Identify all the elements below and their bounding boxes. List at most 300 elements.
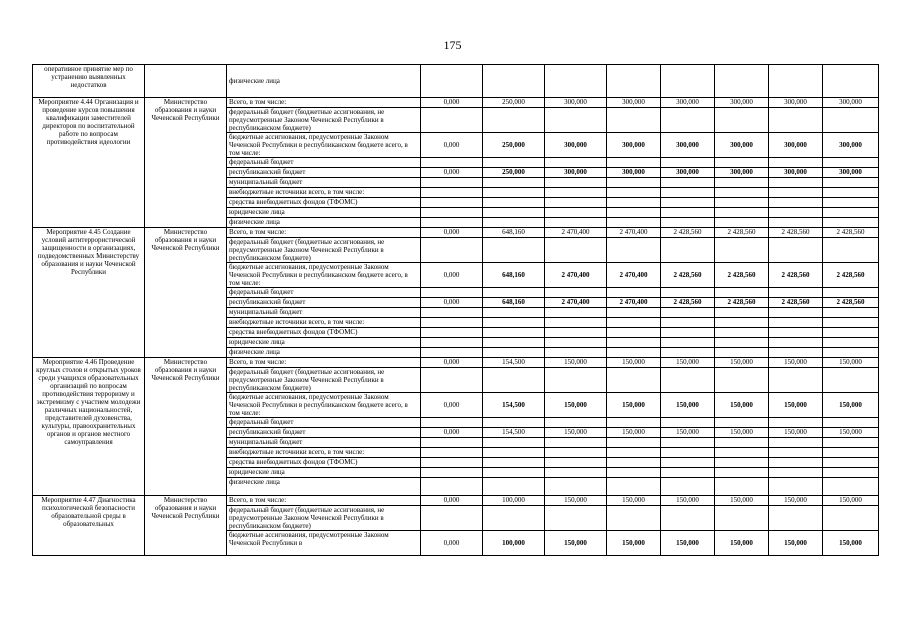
funding-source-cell: средства внебюджетных фондов (ТФОМС) (227, 198, 421, 208)
value-cell (421, 288, 483, 298)
value-cell: 300,000 (607, 133, 661, 158)
funding-source-cell: бюджетные ассигнования, предусмотренные Законом Чеченской Республики в республиканском бюджете всего, в том числе: (227, 393, 421, 418)
value-cell: 300,000 (661, 133, 715, 158)
funding-source-cell: федеральный бюджет (227, 418, 421, 428)
value-cell (823, 108, 879, 133)
value-cell (483, 108, 545, 133)
value-cell: 648,160 (483, 263, 545, 288)
funding-source-cell: средства внебюджетных фондов (ТФОМС) (227, 458, 421, 468)
value-cell: 300,000 (607, 168, 661, 178)
executor-cell: Министерство образования и науки Чеченской Республики (145, 98, 227, 228)
value-cell: 2 428,560 (823, 298, 879, 308)
value-cell (607, 188, 661, 198)
value-cell (661, 418, 715, 428)
value-cell (769, 158, 823, 168)
funding-source-cell: республиканский бюджет (227, 428, 421, 438)
value-cell (769, 468, 823, 478)
value-cell (769, 348, 823, 358)
value-cell: 300,000 (769, 98, 823, 108)
value-cell: 2 470,400 (545, 263, 607, 288)
value-cell: 2 428,560 (661, 228, 715, 238)
value-cell (823, 438, 879, 448)
value-cell (421, 478, 483, 496)
value-cell (715, 288, 769, 298)
value-cell: 2 428,560 (661, 298, 715, 308)
executor-cell (145, 65, 227, 98)
value-cell: 150,000 (661, 358, 715, 368)
value-cell: 300,000 (769, 168, 823, 178)
value-cell (823, 308, 879, 318)
funding-source-cell: юридические лица (227, 208, 421, 218)
value-cell: 154,500 (483, 358, 545, 368)
value-cell: 150,000 (607, 393, 661, 418)
table-row (33, 98, 879, 108)
value-cell: 100,000 (483, 496, 545, 506)
funding-source-cell: муниципальный бюджет (227, 438, 421, 448)
value-cell: 150,000 (715, 496, 769, 506)
value-cell (421, 338, 483, 348)
value-cell (769, 338, 823, 348)
value-cell (607, 178, 661, 188)
value-cell (483, 328, 545, 338)
value-cell (769, 418, 823, 428)
value-cell (421, 65, 483, 98)
value-cell (483, 178, 545, 188)
value-cell (823, 478, 879, 496)
funding-source-cell: физические лица (227, 65, 421, 98)
value-cell: 648,160 (483, 298, 545, 308)
value-cell (715, 318, 769, 328)
value-cell (823, 188, 879, 198)
value-cell (607, 198, 661, 208)
value-cell (607, 448, 661, 458)
value-cell: 150,000 (661, 393, 715, 418)
value-cell (545, 458, 607, 468)
value-cell (607, 348, 661, 358)
value-cell (823, 218, 879, 228)
value-cell: 150,000 (607, 358, 661, 368)
value-cell: 150,000 (661, 496, 715, 506)
funding-source-cell: внебюджетные источники всего, в том числе: (227, 318, 421, 328)
value-cell: 150,000 (607, 531, 661, 556)
value-cell (607, 458, 661, 468)
activity-cell: оперативное принятие мер по устранению выявленных недостатков (33, 65, 145, 98)
value-cell (483, 218, 545, 228)
value-cell (661, 448, 715, 458)
value-cell (483, 438, 545, 448)
value-cell (421, 188, 483, 198)
value-cell (545, 188, 607, 198)
value-cell (421, 506, 483, 531)
executor-cell: Министерство образования и науки Чеченской Республики (145, 496, 227, 556)
value-cell: 150,000 (545, 531, 607, 556)
value-cell (607, 506, 661, 531)
value-cell (421, 318, 483, 328)
value-cell (661, 308, 715, 318)
value-cell (715, 178, 769, 188)
value-cell: 2 428,560 (769, 298, 823, 308)
funding-source-cell: бюджетные ассигнования, предусмотренные Законом Чеченской Республики в республиканском бюджете всего, в том числе: (227, 263, 421, 288)
funding-source-cell: бюджетные ассигнования, предусмотренные Законом Чеченской Республики в республиканском бюджете всего, в том числе: (227, 133, 421, 158)
value-cell (545, 158, 607, 168)
value-cell (607, 478, 661, 496)
value-cell (607, 308, 661, 318)
value-cell: 150,000 (769, 428, 823, 438)
value-cell: 150,000 (823, 496, 879, 506)
value-cell (769, 448, 823, 458)
value-cell (545, 506, 607, 531)
funding-source-cell: Всего, в том числе: (227, 98, 421, 108)
value-cell: 0,000 (421, 98, 483, 108)
value-cell: 0,000 (421, 358, 483, 368)
value-cell (545, 368, 607, 393)
budget-table (32, 64, 879, 556)
value-cell (483, 348, 545, 358)
value-cell: 150,000 (545, 393, 607, 418)
executor-cell: Министерство образования и науки Чеченской Республики (145, 228, 227, 358)
value-cell (661, 108, 715, 133)
value-cell (483, 338, 545, 348)
value-cell (545, 218, 607, 228)
value-cell (769, 458, 823, 468)
value-cell: 150,000 (823, 358, 879, 368)
funding-source-cell: физические лица (227, 348, 421, 358)
value-cell (715, 198, 769, 208)
value-cell: 2 428,560 (823, 228, 879, 238)
value-cell (661, 178, 715, 188)
value-cell: 150,000 (769, 531, 823, 556)
value-cell (769, 238, 823, 263)
value-cell (421, 448, 483, 458)
value-cell (715, 208, 769, 218)
value-cell: 300,000 (545, 98, 607, 108)
value-cell (661, 208, 715, 218)
funding-source-cell: физические лица (227, 478, 421, 496)
value-cell (483, 308, 545, 318)
value-cell (607, 318, 661, 328)
value-cell: 100,000 (483, 531, 545, 556)
value-cell (607, 468, 661, 478)
value-cell (545, 318, 607, 328)
value-cell: 2 470,400 (607, 263, 661, 288)
value-cell: 2 428,560 (769, 228, 823, 238)
value-cell (661, 198, 715, 208)
value-cell: 0,000 (421, 228, 483, 238)
value-cell: 150,000 (823, 531, 879, 556)
value-cell: 2 428,560 (715, 298, 769, 308)
funding-source-cell: федеральный бюджет (бюджетные ассигнования, не предусмотренные Законом Чеченской Республики в республиканском бюджете) (227, 238, 421, 263)
funding-source-cell: средства внебюджетных фондов (ТФОМС) (227, 328, 421, 338)
funding-source-cell: Всего, в том числе: (227, 496, 421, 506)
value-cell: 300,000 (715, 168, 769, 178)
value-cell (545, 478, 607, 496)
value-cell (823, 328, 879, 338)
value-cell (545, 108, 607, 133)
funding-source-cell: федеральный бюджет (бюджетные ассигнования, не предусмотренные Законом Чеченской Республики в республиканском бюджете) (227, 368, 421, 393)
value-cell (545, 238, 607, 263)
value-cell (823, 468, 879, 478)
value-cell (545, 328, 607, 338)
value-cell (661, 478, 715, 496)
value-cell (769, 368, 823, 393)
value-cell (769, 328, 823, 338)
value-cell (715, 188, 769, 198)
value-cell: 150,000 (545, 496, 607, 506)
value-cell (661, 458, 715, 468)
value-cell (607, 108, 661, 133)
value-cell (483, 65, 545, 98)
value-cell (607, 418, 661, 428)
value-cell: 2 470,400 (545, 228, 607, 238)
value-cell: 2 470,400 (545, 298, 607, 308)
activity-cell: Мероприятие 4.46 Проведение круглых столов и открытых уроков среди учащихся образовательных организаций по вопросам противодействия терроризму и экстремизму с участием молодежи различных национальностей, представителей духовенства, культуры, правоохранительных органов и органов местного самоуправления (33, 358, 145, 496)
funding-source-cell: республиканский бюджет (227, 168, 421, 178)
value-cell (421, 458, 483, 468)
value-cell (823, 198, 879, 208)
value-cell (661, 438, 715, 448)
executor-cell: Министерство образования и науки Чеченской Республики (145, 358, 227, 496)
value-cell (607, 158, 661, 168)
value-cell (769, 478, 823, 496)
value-cell: 2 428,560 (769, 263, 823, 288)
value-cell (483, 418, 545, 428)
value-cell (483, 368, 545, 393)
value-cell: 2 428,560 (715, 228, 769, 238)
value-cell: 300,000 (823, 168, 879, 178)
value-cell: 150,000 (545, 428, 607, 438)
value-cell (607, 218, 661, 228)
value-cell: 2 428,560 (715, 263, 769, 288)
value-cell (769, 506, 823, 531)
value-cell (715, 238, 769, 263)
value-cell: 300,000 (545, 133, 607, 158)
value-cell: 2 428,560 (823, 263, 879, 288)
value-cell (421, 198, 483, 208)
value-cell (823, 318, 879, 328)
value-cell: 0,000 (421, 428, 483, 438)
value-cell (483, 188, 545, 198)
value-cell (715, 368, 769, 393)
value-cell (483, 468, 545, 478)
value-cell: 0,000 (421, 168, 483, 178)
value-cell (421, 308, 483, 318)
table-row (33, 358, 879, 368)
value-cell (661, 368, 715, 393)
value-cell: 300,000 (823, 133, 879, 158)
value-cell: 150,000 (661, 428, 715, 438)
value-cell (715, 448, 769, 458)
value-cell (715, 478, 769, 496)
value-cell: 300,000 (769, 133, 823, 158)
value-cell (483, 478, 545, 496)
value-cell (421, 178, 483, 188)
value-cell: 300,000 (715, 133, 769, 158)
value-cell (421, 438, 483, 448)
value-cell: 300,000 (661, 98, 715, 108)
value-cell: 150,000 (823, 428, 879, 438)
value-cell (769, 208, 823, 218)
value-cell (715, 308, 769, 318)
value-cell (661, 238, 715, 263)
value-cell (823, 448, 879, 458)
table-row (33, 228, 879, 238)
value-cell: 150,000 (769, 358, 823, 368)
value-cell (661, 318, 715, 328)
value-cell (607, 338, 661, 348)
value-cell: 0,000 (421, 393, 483, 418)
value-cell: 150,000 (661, 531, 715, 556)
value-cell: 300,000 (715, 98, 769, 108)
funding-source-cell: федеральный бюджет (бюджетные ассигнования, не предусмотренные Законом Чеченской Республики в республиканском бюджете) (227, 506, 421, 531)
activity-cell: Мероприятие 4.44 Организация и проведение курсов повышения квалификации заместителей директоров по воспитательной работе по вопросам противодействия идеологии (33, 98, 145, 228)
value-cell (823, 288, 879, 298)
value-cell (661, 468, 715, 478)
value-cell (769, 178, 823, 188)
value-cell (545, 468, 607, 478)
value-cell: 150,000 (715, 428, 769, 438)
value-cell (421, 108, 483, 133)
value-cell (715, 218, 769, 228)
value-cell (545, 65, 607, 98)
value-cell (661, 506, 715, 531)
value-cell (607, 438, 661, 448)
activity-cell: Мероприятие 4.47 Диагностика психологической безопасности образовательной среды в образовательных (33, 496, 145, 556)
value-cell (823, 418, 879, 428)
value-cell (823, 338, 879, 348)
value-cell: 2 470,400 (607, 228, 661, 238)
value-cell (661, 65, 715, 98)
table-row (33, 496, 879, 506)
value-cell (715, 108, 769, 133)
value-cell (715, 328, 769, 338)
value-cell: 300,000 (545, 168, 607, 178)
value-cell (715, 468, 769, 478)
value-cell (545, 208, 607, 218)
value-cell (421, 158, 483, 168)
value-cell (823, 506, 879, 531)
value-cell: 250,000 (483, 133, 545, 158)
value-cell (421, 348, 483, 358)
funding-source-cell: федеральный бюджет (227, 288, 421, 298)
funding-source-cell: физические лица (227, 218, 421, 228)
value-cell: 150,000 (715, 393, 769, 418)
value-cell (545, 448, 607, 458)
value-cell (769, 65, 823, 98)
value-cell (607, 65, 661, 98)
value-cell (421, 468, 483, 478)
value-cell (483, 208, 545, 218)
value-cell: 154,500 (483, 393, 545, 418)
value-cell (715, 158, 769, 168)
value-cell (545, 178, 607, 188)
value-cell (769, 318, 823, 328)
value-cell (823, 158, 879, 168)
value-cell: 300,000 (607, 98, 661, 108)
value-cell (769, 218, 823, 228)
value-cell (421, 218, 483, 228)
value-cell (661, 218, 715, 228)
value-cell (607, 208, 661, 218)
value-cell (421, 238, 483, 263)
value-cell (769, 108, 823, 133)
value-cell (421, 328, 483, 338)
value-cell (823, 238, 879, 263)
value-cell (421, 208, 483, 218)
value-cell: 250,000 (483, 98, 545, 108)
value-cell (483, 238, 545, 263)
value-cell: 150,000 (769, 496, 823, 506)
value-cell (661, 348, 715, 358)
funding-source-cell: федеральный бюджет (227, 158, 421, 168)
value-cell (769, 438, 823, 448)
value-cell: 0,000 (421, 531, 483, 556)
value-cell: 300,000 (661, 168, 715, 178)
activity-cell: Мероприятие 4.45 Создание условий антитеррористической защищенности в организациях, подведомственных Министерству образования и науки Чеченской Республики (33, 228, 145, 358)
funding-source-cell: внебюджетные источники всего, в том числе: (227, 188, 421, 198)
value-cell (715, 348, 769, 358)
value-cell (607, 238, 661, 263)
value-cell: 0,000 (421, 263, 483, 288)
funding-source-cell: Всего, в том числе: (227, 358, 421, 368)
value-cell (769, 308, 823, 318)
value-cell (607, 368, 661, 393)
funding-source-cell: республиканский бюджет (227, 298, 421, 308)
value-cell (661, 338, 715, 348)
value-cell (715, 418, 769, 428)
value-cell (823, 368, 879, 393)
value-cell (607, 288, 661, 298)
value-cell (483, 318, 545, 328)
value-cell (715, 65, 769, 98)
value-cell (545, 348, 607, 358)
value-cell (823, 208, 879, 218)
value-cell (483, 158, 545, 168)
value-cell: 300,000 (823, 98, 879, 108)
value-cell (715, 338, 769, 348)
value-cell: 150,000 (823, 393, 879, 418)
value-cell (483, 198, 545, 208)
value-cell: 250,000 (483, 168, 545, 178)
value-cell (483, 458, 545, 468)
value-cell: 0,000 (421, 496, 483, 506)
value-cell (661, 328, 715, 338)
value-cell: 2 470,400 (607, 298, 661, 308)
value-cell (769, 198, 823, 208)
value-cell: 150,000 (607, 428, 661, 438)
value-cell (715, 506, 769, 531)
funding-source-cell: бюджетные ассигнования, предусмотренные Законом Чеченской Республики в (227, 531, 421, 556)
value-cell (483, 288, 545, 298)
value-cell (545, 308, 607, 318)
value-cell (545, 438, 607, 448)
funding-source-cell: внебюджетные источники всего, в том числе: (227, 448, 421, 458)
value-cell (607, 328, 661, 338)
value-cell (715, 458, 769, 468)
value-cell: 0,000 (421, 298, 483, 308)
value-cell (715, 438, 769, 448)
value-cell: 150,000 (715, 531, 769, 556)
value-cell (823, 65, 879, 98)
value-cell: 2 428,560 (661, 263, 715, 288)
page-number: 175 (443, 38, 462, 52)
value-cell (661, 188, 715, 198)
value-cell (545, 418, 607, 428)
funding-source-cell: муниципальный бюджет (227, 178, 421, 188)
value-cell (769, 188, 823, 198)
value-cell (769, 288, 823, 298)
value-cell: 0,000 (421, 133, 483, 158)
value-cell (823, 348, 879, 358)
